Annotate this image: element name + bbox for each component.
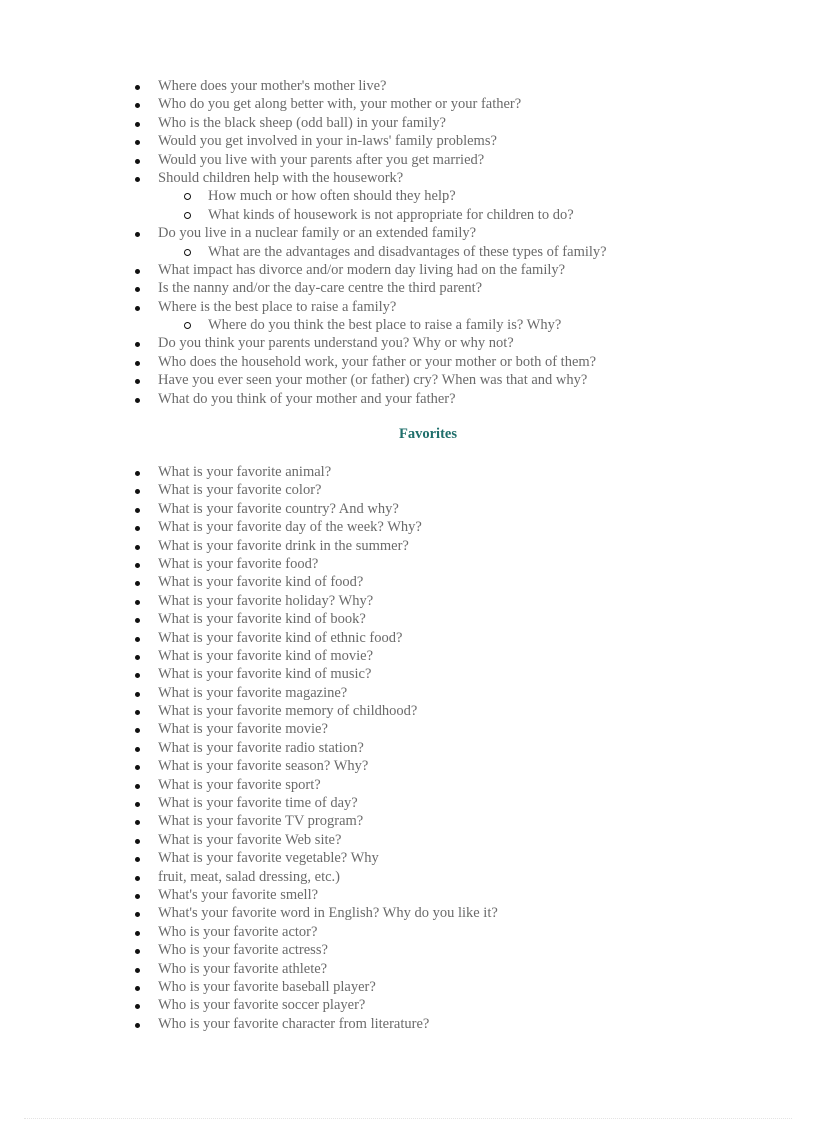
sub-list-item — [0, 206, 816, 224]
bullet-icon — [135, 784, 140, 789]
list-item — [0, 1015, 816, 1033]
question-text: Do you think your parents understand you? Why or why not? — [158, 335, 514, 352]
bullet-icon — [135, 361, 140, 366]
list-item — [0, 665, 816, 683]
list-item — [0, 261, 816, 279]
list-item — [0, 555, 816, 573]
favorites-heading: Favorites — [399, 426, 457, 442]
list-item — [0, 684, 816, 702]
question-text: What is your favorite holiday? Why? — [158, 592, 374, 609]
question-text: What is your favorite time of day? — [158, 795, 358, 812]
question-text: How much or how often should they help? — [208, 188, 456, 205]
list-item — [0, 629, 816, 647]
bullet-icon — [135, 692, 140, 697]
bullet-icon — [135, 232, 140, 237]
bullet-icon — [135, 839, 140, 844]
list-item — [0, 720, 816, 738]
circle-bullet-icon — [184, 212, 191, 219]
bullet-icon — [135, 618, 140, 623]
bullet-icon — [135, 581, 140, 586]
question-text: Do you live in a nuclear family or an extended family? — [158, 225, 477, 242]
list-item — [0, 702, 816, 720]
bullet-icon — [135, 489, 140, 494]
question-text: Is the nanny and/or the day-care centre the third parent? — [158, 280, 483, 297]
list-item — [0, 114, 816, 132]
bullet-icon — [135, 931, 140, 936]
question-text: What are the advantages and disadvantages of these types of family? — [208, 243, 607, 260]
list-item — [0, 224, 816, 242]
bullet-icon — [135, 177, 140, 182]
page-footer-divider — [24, 1118, 792, 1119]
list-item — [0, 996, 816, 1014]
list-item — [0, 923, 816, 941]
list-item — [0, 151, 816, 169]
question-text: What is your favorite kind of food? — [158, 574, 364, 591]
question-text: What is your favorite memory of childhood? — [158, 703, 418, 720]
list-item — [0, 390, 816, 408]
list-item — [0, 592, 816, 610]
list-item — [0, 849, 816, 867]
question-text: Who does the household work, your father or your mother or both of them? — [158, 353, 597, 370]
list-item — [0, 610, 816, 628]
question-text: Who is your favorite baseball player? — [158, 978, 376, 995]
question-text: Should children help with the housework? — [158, 169, 404, 186]
bullet-icon — [135, 526, 140, 531]
circle-bullet-icon — [184, 193, 191, 200]
circle-bullet-icon — [184, 249, 191, 256]
question-text: What is your favorite kind of book? — [158, 611, 366, 628]
question-text: Would you live with your parents after you get married? — [158, 151, 485, 168]
bullet-icon — [135, 545, 140, 550]
bullet-icon — [135, 802, 140, 807]
bullet-icon — [135, 103, 140, 108]
list-item — [0, 334, 816, 352]
bullet-icon — [135, 471, 140, 476]
question-text: What's your favorite smell? — [158, 886, 319, 903]
family-questions-list — [0, 77, 816, 408]
question-text: What do you think of your mother and your father? — [158, 390, 456, 407]
bullet-icon — [135, 600, 140, 605]
bullet-icon — [135, 710, 140, 715]
question-text: Who is your favorite soccer player? — [158, 997, 366, 1014]
list-item — [0, 868, 816, 886]
sub-list-item — [0, 316, 816, 334]
list-item — [0, 463, 816, 481]
question-text: Who is your favorite character from literature? — [158, 1015, 430, 1032]
bullet-icon — [135, 820, 140, 825]
question-text: What is your favorite drink in the summer? — [158, 537, 409, 554]
sub-list-item — [0, 243, 816, 261]
question-text: What is your favorite color? — [158, 482, 322, 499]
list-item — [0, 904, 816, 922]
question-text: What is your favorite vegetable? Why — [158, 850, 379, 867]
bullet-icon — [135, 986, 140, 991]
list-item — [0, 647, 816, 665]
bullet-icon — [135, 876, 140, 881]
bullet-icon — [135, 1023, 140, 1028]
bullet-icon — [135, 728, 140, 733]
circle-bullet-icon — [184, 322, 191, 329]
list-item — [0, 537, 816, 555]
question-text: Who is your favorite actor? — [158, 923, 318, 940]
list-item — [0, 169, 816, 187]
bullet-icon — [135, 673, 140, 678]
bullet-icon — [135, 379, 140, 384]
question-text: What is your favorite TV program? — [158, 813, 364, 830]
list-item — [0, 298, 816, 316]
bullet-icon — [135, 287, 140, 292]
question-text: Who is your favorite actress? — [158, 942, 328, 959]
bullet-icon — [135, 508, 140, 513]
list-item — [0, 132, 816, 150]
question-text: What is your favorite movie? — [158, 721, 328, 738]
bullet-icon — [135, 159, 140, 164]
bullet-icon — [135, 747, 140, 752]
question-text: Would you get involved in your in-laws' family problems? — [158, 133, 497, 150]
list-item — [0, 757, 816, 775]
question-text: fruit, meat, salad dressing, etc.) — [158, 868, 340, 885]
list-item — [0, 978, 816, 996]
question-text: What is your favorite radio station? — [158, 739, 364, 756]
bullet-icon — [135, 398, 140, 403]
question-text: Who do you get along better with, your mother or your father? — [158, 96, 522, 113]
question-text: Have you ever seen your mother (or father) cry? When was that and why? — [158, 372, 588, 389]
list-item — [0, 279, 816, 297]
list-item — [0, 831, 816, 849]
question-text: Where does your mother's mother live? — [158, 78, 387, 94]
question-text: Who is the black sheep (odd ball) in your family? — [158, 114, 446, 131]
bullet-icon — [135, 765, 140, 770]
list-item — [0, 371, 816, 389]
question-text: What is your favorite country? And why? — [158, 500, 399, 517]
bullet-icon — [135, 85, 140, 90]
list-item — [0, 481, 816, 499]
bullet-icon — [135, 1004, 140, 1009]
bullet-icon — [135, 637, 140, 642]
question-text: What is your favorite kind of ethnic food? — [158, 629, 403, 646]
list-item — [0, 518, 816, 536]
bullet-icon — [135, 912, 140, 917]
question-text: What is your favorite Web site? — [158, 831, 342, 848]
bullet-icon — [135, 122, 140, 127]
question-text: What is your favorite animal? — [158, 464, 332, 480]
favorites-questions-list — [0, 463, 816, 1033]
list-item — [0, 960, 816, 978]
list-item — [0, 739, 816, 757]
bullet-icon — [135, 342, 140, 347]
question-text: What is your favorite magazine? — [158, 684, 348, 701]
bullet-icon — [135, 140, 140, 145]
bullet-icon — [135, 269, 140, 274]
question-text: What impact has divorce and/or modern day living had on the family? — [158, 261, 566, 278]
question-text: What is your favorite sport? — [158, 776, 321, 793]
question-text: What is your favorite kind of music? — [158, 666, 372, 683]
list-item — [0, 95, 816, 113]
list-item — [0, 500, 816, 518]
bullet-icon — [135, 857, 140, 862]
list-item — [0, 353, 816, 371]
list-item — [0, 812, 816, 830]
question-text: What kinds of housework is not appropriate for children to do? — [208, 206, 574, 223]
list-item — [0, 776, 816, 794]
question-text: What is your favorite food? — [158, 555, 319, 572]
bullet-icon — [135, 968, 140, 973]
list-item — [0, 77, 816, 95]
question-text: What is your favorite day of the week? Why? — [158, 519, 422, 536]
bullet-icon — [135, 563, 140, 568]
list-item — [0, 886, 816, 904]
question-text: Where is the best place to raise a family? — [158, 298, 397, 315]
bullet-icon — [135, 894, 140, 899]
list-item — [0, 794, 816, 812]
question-text: What is your favorite season? Why? — [158, 758, 369, 775]
question-text: What is your favorite kind of movie? — [158, 647, 374, 664]
bullet-icon — [135, 306, 140, 311]
list-item — [0, 573, 816, 591]
question-text: Where do you think the best place to raise a family is? Why? — [208, 317, 562, 334]
question-text: Who is your favorite athlete? — [158, 960, 328, 977]
bullet-icon — [135, 655, 140, 660]
bullet-icon — [135, 949, 140, 954]
list-item — [0, 941, 816, 959]
question-text: What's your favorite word in English? Why do you like it? — [158, 905, 498, 922]
sub-list-item — [0, 187, 816, 205]
